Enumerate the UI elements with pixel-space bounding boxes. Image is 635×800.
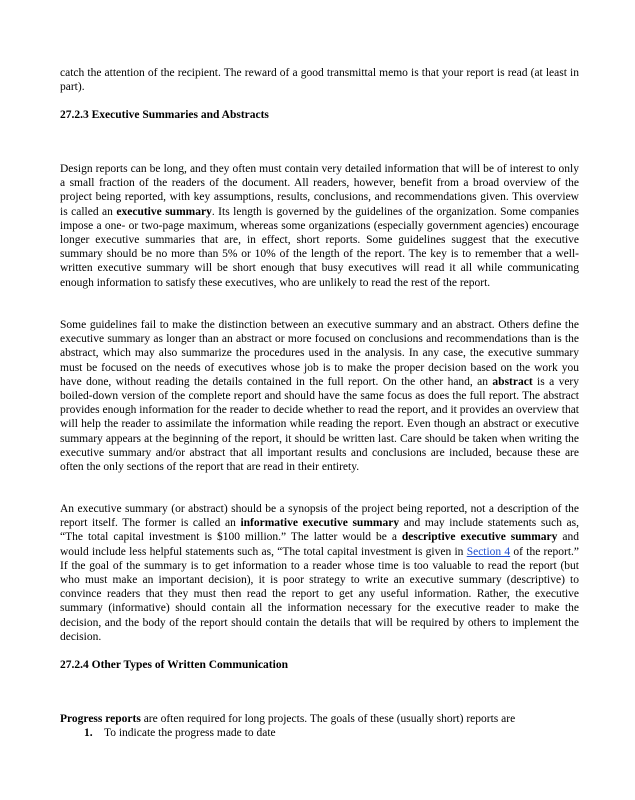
list-item-text: To indicate the progress made to date: [104, 727, 276, 740]
paragraph-executive-summary: [60, 162, 579, 290]
text-run: An executive summary (or abstract) should be a synopsis of the project being reported, not a description of the report itself. The former is called an: [60, 503, 579, 530]
numbered-list: [60, 726, 579, 740]
section-heading-other: [60, 658, 579, 672]
text-run: of the report.” If the goal of the summary is to get information to a reader whose time is too valuable to read the report (but who must make an important decision), it is poor strategy to write an executive summary (descriptive) to convince readers that they must then read the report to get any useful information. Rather, the executive summary (informative) should contain all the information necessary for the executive reader to make the decision, and the body of the report should contain the details that will be required by others to implement the decision.: [60, 545, 579, 643]
section-heading-exec: [60, 108, 579, 122]
text-run: are often required for long projects. The goals of these (usually short) reports are: [140, 713, 516, 725]
paragraph-abstract: [60, 318, 579, 474]
body-paragraph: [60, 502, 579, 644]
section-4-link[interactable]: Section 4: [466, 545, 511, 558]
term-abstract: abstract: [492, 375, 533, 388]
paragraph-synopsis: [60, 502, 579, 644]
intro-paragraph: [60, 66, 579, 94]
section-title: 27.2.4 Other Types of Written Communication: [60, 659, 288, 671]
body-paragraph: [60, 162, 579, 290]
text-run: . Its length is governed by the guidelines of the organization. Some companies impose a one- or two-page maximum, whereas some organizations (especially government agencies) encourage longer executive summaries that are, in effect, short reports. Some guidelines suggest that the executive summary should be no more than 5% or 10% of the length of the report. The key is to remember that a well-written executive summary will be short enough that busy executives will read it all while communicating enough information to satisfy these executives, who are unlikely to read the rest of the report.: [60, 205, 580, 289]
list-item: [60, 726, 579, 740]
intro-text: catch the attention of the recipient. The reward of a good transmittal memo is that your report is read (at least in part).: [60, 67, 579, 94]
text-run: and would include less helpful statements such as, “The total capital investment is given in: [60, 531, 579, 558]
term-informative-summary: informative executive summary: [240, 517, 400, 530]
text-run: Some guidelines fail to make the distinction between an executive summary and an abstract. Others define the executive summary as longer than an abstract or more focused on conclusions and recommendations than is the abstract, which may also summarize the procedures used in the analysis. In any case, the executive summary must be focused on the needs of executives whose job is to make the proper decision based on the work you have done, without reading the details contained in the full report. On the other hand, an: [60, 319, 579, 388]
term-executive-summary: executive summary: [116, 205, 212, 218]
section-title: 27.2.3 Executive Summaries and Abstracts: [60, 109, 269, 121]
text-run: is a very boiled-down version of the complete report and should have the same focus as does the full report. The abstract provides enough information for the reader to decide whether to read the report, and it provides an overview that will help the reader to assimilate the information while reading the report. Even though an abstract or executive summary appears at the beginning of the report, it should be written last. Care should be taken when writing the executive summary and/or abstract that all important results and conclusions are included, because these are often the only sections of the report that are read in their entirety.: [60, 375, 579, 474]
body-paragraph: [60, 712, 579, 726]
term-progress-reports: Progress reports: [60, 713, 141, 725]
text-run: and may include statements such as, “The total capital investment is $100 million.” The latter would be a: [60, 517, 579, 544]
list-number: 1.: [84, 727, 93, 740]
body-paragraph: [60, 318, 579, 474]
paragraph-progress-reports: [60, 712, 579, 740]
term-descriptive-summary: descriptive executive summary: [401, 531, 558, 544]
text-run: Design reports can be long, and they often must contain very detailed information that will be of interest to only a small fraction of the readers of the document. All readers, however, benefit from a broad overview of the project being reported, with key assumptions, results, conclusions, and recommendations given. This overview is called an: [60, 163, 579, 218]
